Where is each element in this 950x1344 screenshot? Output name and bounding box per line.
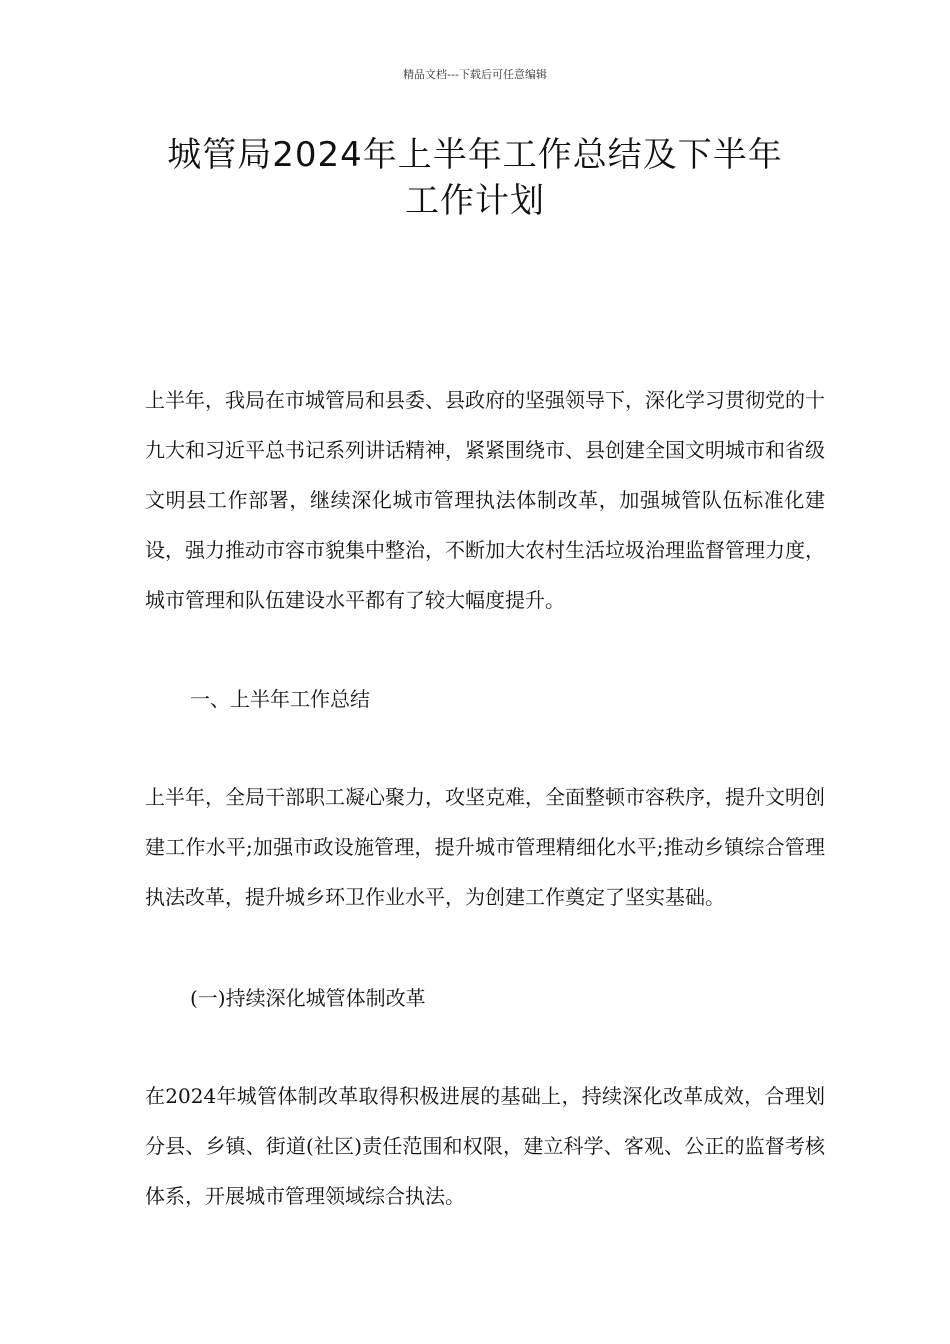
intro-paragraph: 上半年，我局在市城管局和县委、县政府的坚强领导下，深化学习贯彻党的十九大和习近平总书记系列讲话精神，紧紧围绕市、县创建全国文明城市和省级文明县工作部署，继续深化城市管理执法体制改革，加强城管队伍标准化建设，强力推动市容市貌集中整治，不断加大农村生活垃圾治理监督管理力度，城市管理和队伍建设水平都有了较大幅度提升。 [145,388,825,612]
section-summary-paragraph: 上半年，全局干部职工凝心聚力，攻坚克难，全面整顿市容秩序，提升文明创建工作水平;加强市政设施管理，提升城市管理精细化水平;推动乡镇综合管理执法改革，提升城乡环卫作业水平，为创建工作奠定了坚实基础。 [145,785,825,909]
document-title: 城管局2024年上半年工作总结及下半年工作计划 [167,135,783,221]
subsection-reform-paragraph: 在2024年城管体制改革取得积极进展的基础上，持续深化改革成效，合理划分县、乡镇、街道(社区)责任范围和权限，建立科学、客观、公正的监督考核体系，开展城市管理领域综合执法。 [145,1084,825,1208]
page-header-watermark: 精品文档---下载后可任意编辑 [403,68,547,81]
subsection-heading-reform: (一)持续深化城管体制改革 [190,986,426,1010]
section-heading-first-half-summary: 一、上半年工作总结 [190,687,370,711]
